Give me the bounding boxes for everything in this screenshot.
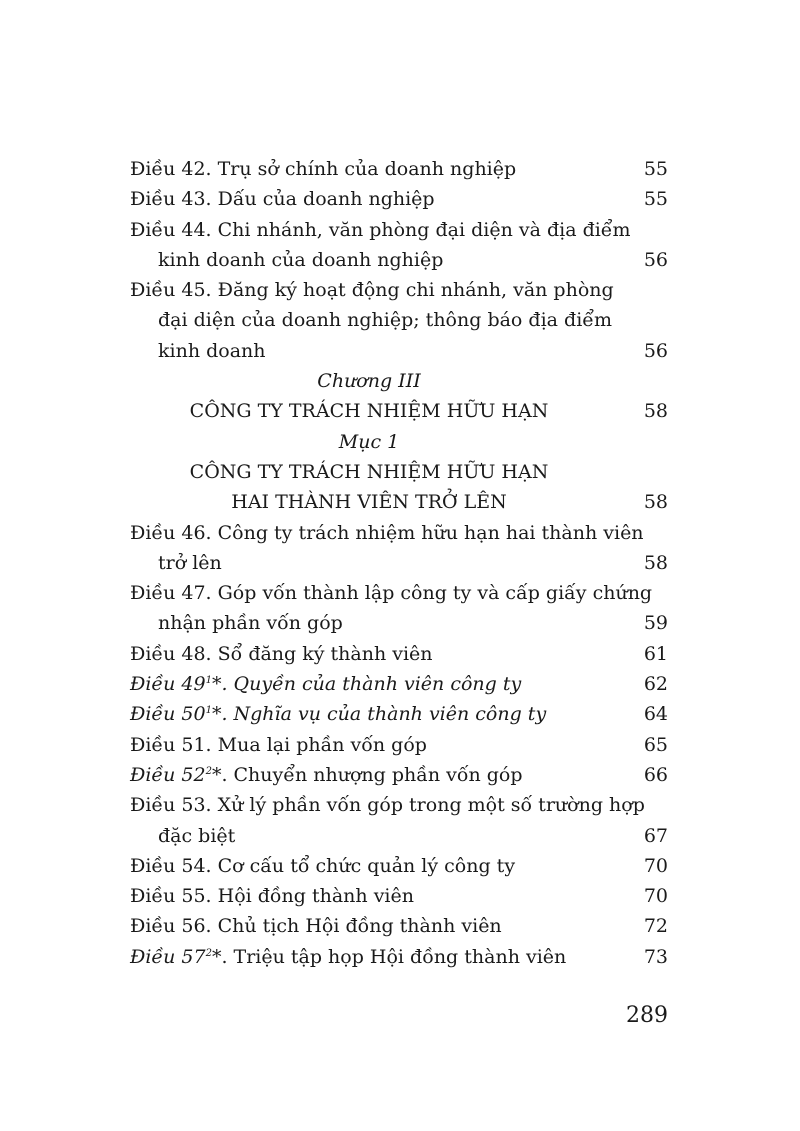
toc-entry-prefix: Điều 49: [130, 673, 206, 696]
toc-entry-title: Điều 56. Chủ tịch Hội đồng thành viên: [130, 915, 502, 938]
toc-entry-title: Điều 43. Dấu của doanh nghiệp: [130, 188, 435, 211]
toc-entry-title-continued: đại diện của doanh nghiệp; thông báo địa điểm: [158, 309, 612, 332]
footnote-marker: 1: [205, 705, 212, 717]
toc-entry-dieu-47[interactable]: [130, 578, 668, 608]
toc-entry-section-1[interactable]: [130, 487, 668, 517]
section-label: [130, 427, 668, 457]
table-of-contents: [130, 154, 668, 972]
toc-entry-title: Điều 44. Chi nhánh, văn phòng đại diện và địa điểm: [130, 218, 631, 241]
toc-entry-dieu-48[interactable]: [130, 639, 668, 669]
toc-page-number: 70: [643, 885, 668, 908]
toc-entry-dieu-50[interactable]: [130, 699, 668, 729]
toc-entry-prefix: Điều 57: [130, 945, 206, 968]
toc-entry-dieu-43[interactable]: [130, 184, 668, 214]
toc-entry-dieu-54[interactable]: [130, 851, 668, 881]
chapter-title: CÔNG TY TRÁCH NHIỆM HỮU HẠN: [189, 400, 549, 423]
chapter-label: [130, 366, 668, 396]
footnote-marker: 1: [205, 675, 212, 687]
toc-entry-dieu-47-continued[interactable]: [130, 608, 668, 638]
toc-page-number: 64: [643, 703, 668, 726]
toc-page-number: 56: [643, 248, 668, 271]
toc-entry-title: Điều 55. Hội đồng thành viên: [130, 885, 414, 908]
toc-entry-title-continued: kinh doanh: [158, 339, 266, 362]
toc-entry-title: Điều 47. Góp vốn thành lập công ty và cấp giấy chứng: [130, 582, 653, 605]
toc-page-number: 70: [643, 854, 668, 877]
toc-entry-dieu-53-continued[interactable]: [130, 821, 668, 851]
toc-entry-title: Điều 42. Trụ sở chính của doanh nghiệp: [130, 158, 517, 180]
toc-entry-prefix: Điều 50: [130, 703, 206, 726]
toc-entry-dieu-56[interactable]: [130, 911, 668, 941]
toc-page-number: 58: [643, 400, 668, 423]
toc-entry-title-continued: nhận phần vốn góp: [158, 612, 343, 635]
page-number: 289: [626, 1003, 668, 1028]
toc-entry-title: [130, 942, 566, 972]
toc-page-number: 62: [643, 673, 668, 696]
section-title: CÔNG TY TRÁCH NHIỆM HỮU HẠN: [189, 460, 549, 483]
toc-page-number: 66: [643, 763, 668, 786]
toc-page-number: 67: [643, 824, 668, 847]
chapter-label-text: Chương III: [317, 370, 421, 393]
toc-page-number: 58: [643, 551, 668, 574]
toc-entry-title-continued: kinh doanh của doanh nghiệp: [158, 248, 444, 271]
toc-entry-dieu-44[interactable]: [130, 215, 668, 245]
toc-entry-dieu-45-continued[interactable]: [130, 336, 668, 366]
toc-entry-dieu-45[interactable]: [130, 275, 668, 305]
toc-page-number: 61: [643, 642, 668, 665]
toc-page-number: 59: [643, 612, 668, 635]
toc-entry-dieu-49[interactable]: [130, 669, 668, 699]
toc-entry-dieu-53[interactable]: [130, 790, 668, 820]
toc-page-number: 55: [643, 188, 668, 211]
toc-entry-title: [130, 760, 523, 790]
toc-page-number: 72: [643, 915, 668, 938]
toc-entry-dieu-45-continued: [130, 305, 668, 335]
section-title-line: [130, 457, 668, 487]
toc-entry-title: Điều 53. Xử lý phần vốn góp trong một số trường hợp: [130, 794, 645, 817]
toc-entry-prefix: Điều 52: [130, 763, 206, 786]
toc-entry-rest: *. Nghĩa vụ của thành viên công ty: [211, 703, 547, 726]
toc-entry-dieu-57[interactable]: [130, 942, 668, 972]
toc-entry-chapter-3[interactable]: [130, 396, 668, 426]
toc-page-number: 55: [643, 158, 668, 180]
toc-entry-rest: *. Chuyển nhượng phần vốn góp: [211, 763, 523, 786]
toc-entry-title-continued: đặc biệt: [158, 824, 236, 847]
footnote-marker: 2: [205, 765, 212, 777]
toc-entry-dieu-51[interactable]: [130, 730, 668, 760]
toc-entry-title: [130, 699, 546, 729]
toc-entry-dieu-46[interactable]: [130, 518, 668, 548]
toc-entry-title: Điều 46. Công ty trách nhiệm hữu hạn hai thành viên: [130, 521, 644, 544]
toc-page-number: 73: [643, 945, 668, 968]
toc-page-number: 58: [643, 491, 668, 514]
toc-entry-title: Điều 54. Cơ cấu tổ chức quản lý công ty: [130, 854, 516, 877]
footnote-marker: 2: [205, 947, 212, 959]
toc-entry-dieu-42[interactable]: [130, 154, 668, 184]
toc-entry-dieu-46-continued[interactable]: [130, 548, 668, 578]
toc-page-number: 56: [643, 339, 668, 362]
toc-page-number: 65: [643, 733, 668, 756]
toc-entry-rest: *. Quyền của thành viên công ty: [211, 673, 522, 696]
toc-entry-title-continued: trở lên: [158, 551, 222, 574]
toc-entry-title: [130, 669, 521, 699]
section-title: HAI THÀNH VIÊN TRỞ LÊN: [231, 491, 507, 514]
toc-entry-dieu-44-continued[interactable]: [130, 245, 668, 275]
toc-entry-title: Điều 48. Sổ đăng ký thành viên: [130, 642, 433, 665]
toc-entry-rest: *. Triệu tập họp Hội đồng thành viên: [211, 945, 567, 968]
toc-entry-title: Điều 45. Đăng ký hoạt động chi nhánh, văn phòng: [130, 279, 614, 302]
toc-entry-dieu-52[interactable]: [130, 760, 668, 790]
section-label-text: Mục 1: [338, 430, 400, 453]
toc-entry-dieu-55[interactable]: [130, 881, 668, 911]
toc-entry-title: Điều 51. Mua lại phần vốn góp: [130, 733, 427, 756]
